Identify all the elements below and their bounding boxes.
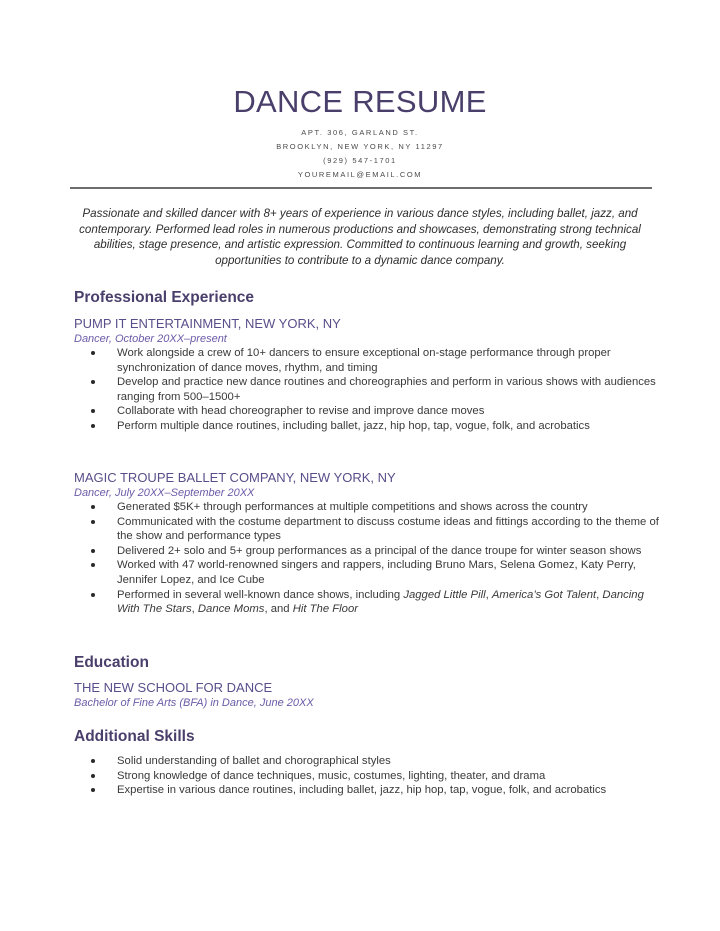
section-heading-education: Education <box>74 654 149 671</box>
bullet-icon <box>91 549 95 553</box>
section-heading-skills: Additional Skills <box>74 728 195 745</box>
bullet-icon <box>91 788 95 792</box>
bullet-icon <box>91 520 95 524</box>
bullet-icon <box>91 759 95 763</box>
contact-block <box>0 126 720 182</box>
skills-bullets <box>0 754 720 798</box>
job-2-org: MAGIC TROUPE BALLET COMPANY, NEW YORK, NY <box>74 470 396 485</box>
summary-paragraph: Passionate and skilled dancer with 8+ years of experience in various dance styles, including ballet, jazz, and contemporary. Performed lead roles in numerous productions and showcases, demonstrating strong technical abilities, stage presence, and artistic expression. Committed to continuous learning and growth, seeking opportunities to contribute to a dynamic dance company. <box>79 207 641 267</box>
list-item: Delivered 2+ solo and 5+ group performances as a principal of the dance troupe for winter season shows <box>0 544 720 559</box>
bullet-icon <box>91 593 95 597</box>
address-line-1: APT. 306, GARLAND ST. <box>301 128 419 137</box>
email: YOUREMAIL@EMAIL.COM <box>297 170 423 179</box>
list-item: Expertise in various dance routines, including ballet, jazz, hip hop, tap, vogue, folk, and acrobatics <box>0 783 720 798</box>
list-item: Solid understanding of ballet and chorographical styles <box>0 754 720 769</box>
bullet-icon <box>91 380 95 384</box>
job-1-bullets <box>0 346 720 434</box>
list-item: Generated $5K+ through performances at multiple competitions and shows across the country <box>0 500 720 515</box>
bullet-icon <box>91 351 95 355</box>
job-1-role: Dancer, October 20XX–present <box>74 333 227 345</box>
list-item: Performed in several well-known dance shows, including Jagged Little Pill, America’s Got Talent, Dancing With The Stars, Dance Moms, and Hit The Floor <box>0 588 720 617</box>
address-line-2: BROOKLYN, NEW YORK, NY 11297 <box>276 142 444 151</box>
list-item: Perform multiple dance routines, including ballet, jazz, hip hop, tap, vogue, folk, and acrobatics <box>0 419 720 434</box>
bullet-icon <box>91 505 95 509</box>
school-name: THE NEW SCHOOL FOR DANCE <box>74 680 273 695</box>
list-item: Develop and practice new dance routines and choreographies and perform in various shows with audiences ranging from 500–1500+ <box>0 375 720 404</box>
list-item: Strong knowledge of dance techniques, music, costumes, lighting, theater, and drama <box>0 769 720 784</box>
list-item: Worked with 47 world-renowned singers and rappers, including Bruno Mars, Selena Gomez, Katy Perry, Jennifer Lopez, and Ice Cube <box>0 558 720 587</box>
bullet-icon <box>91 409 95 413</box>
job-1-org: PUMP IT ENTERTAINMENT, NEW YORK, NY <box>74 316 341 331</box>
degree: Bachelor of Fine Arts (BFA) in Dance, June 20XX <box>74 697 314 709</box>
bullet-icon <box>91 774 95 778</box>
bullet-icon <box>91 563 95 567</box>
job-2-bullets <box>0 500 720 617</box>
list-item: Work alongside a crew of 10+ dancers to ensure exceptional on-stage performance through proper synchronization of dance moves, rhythm, and timing <box>0 346 720 375</box>
phone: (929) 547-1701 <box>323 156 397 165</box>
bullet-icon <box>91 424 95 428</box>
job-2-role: Dancer, July 20XX–September 20XX <box>74 487 255 499</box>
section-heading-experience: Professional Experience <box>74 289 255 306</box>
list-item: Collaborate with head choreographer to revise and improve dance moves <box>0 404 720 419</box>
header-divider <box>70 187 652 189</box>
list-item: Communicated with the costume department to discuss costume ideas and fittings according to the theme of the show and performance types <box>0 515 720 544</box>
resume-title: DANCE RESUME <box>233 84 487 119</box>
